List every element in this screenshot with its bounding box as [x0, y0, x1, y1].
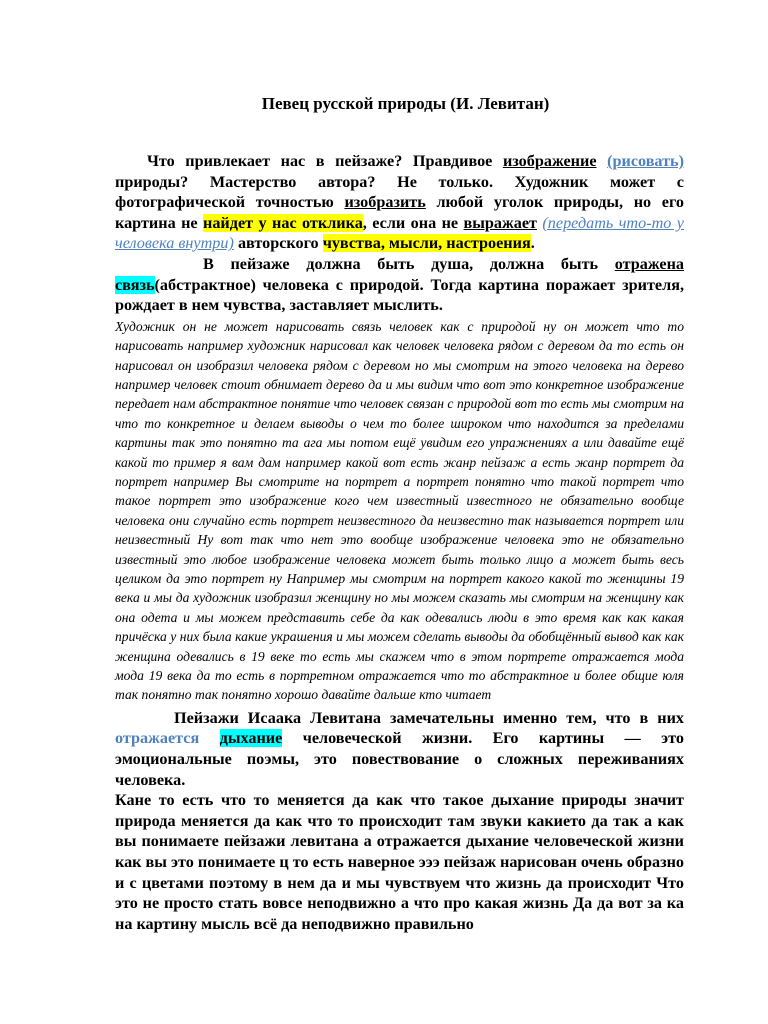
text-space — [597, 152, 608, 170]
text-run: . — [530, 234, 535, 253]
text-run: Что привлекает нас в пейзаже? Правдивое — [147, 152, 503, 170]
transcript-2: Кане то есть что то меняется да как что такое дыхание природы значит природа меняется да как что то происходит там звуки какието да так а как вы понимаете пейзажи левитана а отражается дыхание человеческой жизни как вы это понимаете ц то есть наверное эээ пейзаж нарисован очень образно и с цветами поэтому в нем да и мы чувствуем что жизнь да происходит Что это не просто стать вовсе неподвижно а что про какая жизнь Да да вот за ка на картину мысль всё да неподвижно правильно — [115, 791, 684, 933]
paragraph-soul — [115, 254, 684, 316]
underlined-word-image: изображение — [502, 152, 597, 170]
text-run: (абстрактное) человека с природой. Тогда картина поражает зрителя, рождает в нем чувства, заставляет мыслить. — [115, 275, 684, 315]
underlined-word-depict: изобразить — [344, 193, 426, 212]
text-run: , если она не — [362, 213, 464, 232]
highlight-response: найдет у нас отклика — [203, 213, 363, 232]
text-space — [199, 729, 219, 747]
paragraph-levitan — [115, 708, 684, 790]
annotation-draw: (рисовать) — [607, 152, 685, 170]
document-title: Певец русской природы (И. Левитан) — [261, 94, 550, 113]
highlight-breath: дыхание — [219, 729, 283, 748]
text-run: человеческой жизни. Его картины — это эмоциональные поэмы, это повествование о сложных переживаниях человека. — [115, 729, 684, 789]
annotation-reflected: отражается — [115, 729, 200, 748]
text-run: Пейзажи Исаака Левитана замечательны именно тем, что в них — [174, 708, 684, 727]
text-run: В пейзаже должна быть душа, должна быть — [203, 254, 615, 273]
underlined-word-reflected: отражена — [614, 254, 684, 273]
text-run: природы? Мастерство автора? Не только. Художник может с фотографической точностью — [115, 172, 684, 212]
transcript-1: Художник он не может нарисовать связь человек как с природой ну он может что то нарисовать например художник нарисовал как человек человека рядом с деревом да то есть он нарисовал он изобразил человека рядом с деревом но мы смотрим на этого человека на дерево например человек стоит обнимает дерево да и мы видим что вот это конкретное изображение передает нам абстрактное понятие что человек связан с природой вот то есть мы смотрим на что то конкретное и делаем выводы о чем то более широком что находится за пределами картины так это понятно та ага мы потом ещё увидим его упражнениях а или давайте ещё какой то пример я вам дам например какой вот есть жанр пейзаж а есть жанр портрет да портрет например Вы смотрите на портрет а портрет понятно что такой портрет что такое портрет это изображение кого чем известный известного не обязательно вообще человека они случайно есть портрет неизвестного да неизвестно так называется портрет или неизвестный Ну вот так что нет это вообще изображение человека это не обязательно известный это любое изображение человека может быть только лицо а может быть весь целиком да это портрет ну Например мы смотрим на портрет какого какой то женщины 19 века и мы да художник изобразил женщину но мы можем сказать мы смотрим на женщину как она одета и мы можем представить себе да как одевались люди в это время как как какая причёска у них была какие украшения и мы можем сделать выводы да обобщённый вывод как как женщина одевались в 19 веке то есть мы скажем что в этом портрете отражается мода мода 19 века да то есть в портретном отражается что то абстрактное и более общие юля так понятно так понятно хорошо давайте дальше кто читает — [115, 318, 684, 703]
annotation-convey: (передать что-то у человека внутри) — [115, 213, 684, 253]
paragraph-intro — [115, 151, 684, 254]
highlight-connection: связь — [115, 275, 155, 294]
text-run: любой уголок природы, но его картина не — [115, 193, 684, 232]
highlight-feelings: чувства, мысли, настроения — [322, 234, 531, 253]
underlined-word-express: выражает — [463, 213, 537, 232]
text-run: авторского — [233, 234, 323, 253]
